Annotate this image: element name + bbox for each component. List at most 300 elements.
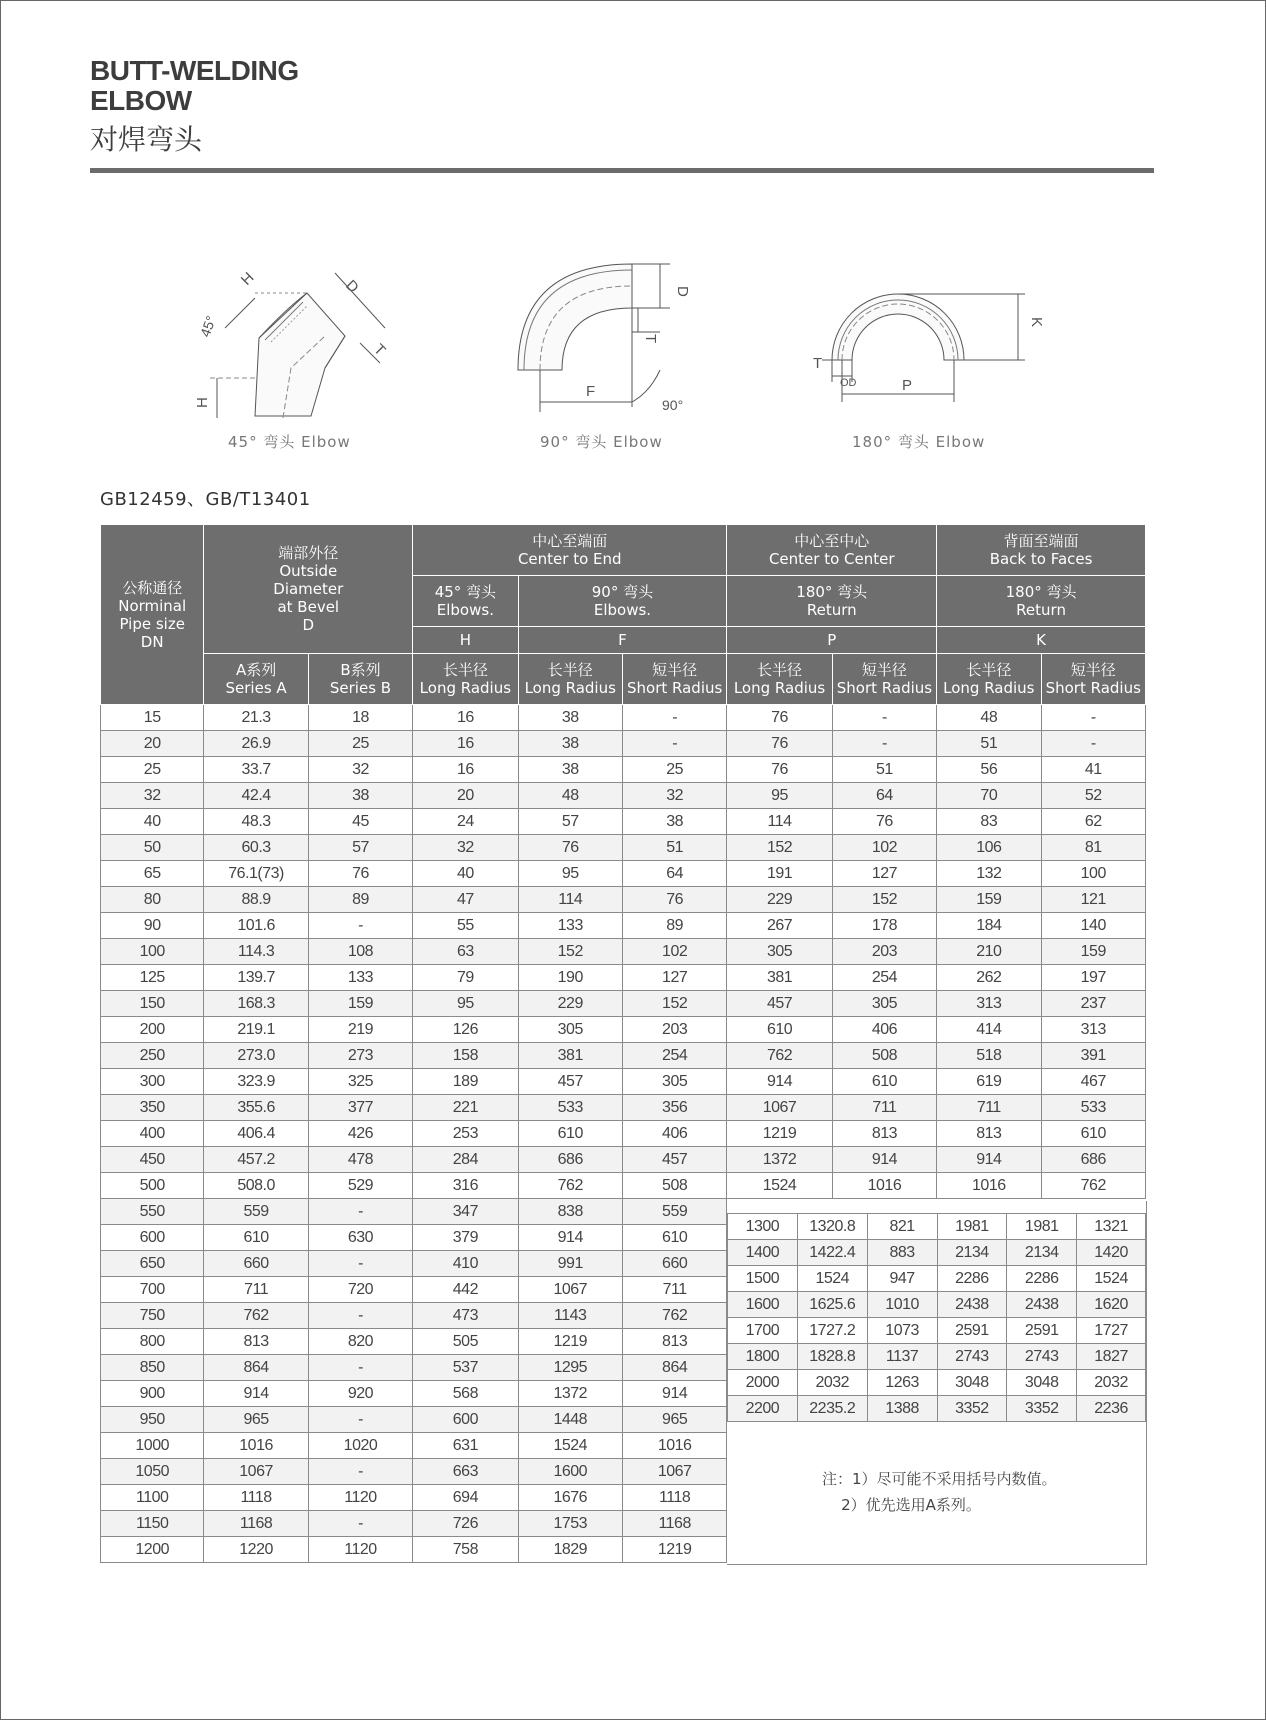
header-180-return-k: 180° 弯头 Return — [937, 576, 1146, 627]
table-cell: 305 — [727, 939, 832, 965]
table-cell: 267 — [727, 913, 832, 939]
label-t: T — [642, 334, 659, 344]
table-cell: 347 — [413, 1199, 518, 1225]
table-cell: 76.1(73) — [204, 861, 308, 887]
table-cell: 1448 — [518, 1407, 622, 1433]
table-cell: 1118 — [204, 1485, 308, 1511]
table-cell: 1000 — [101, 1433, 204, 1459]
header-h: H — [413, 627, 518, 654]
table-cell: 41 — [1041, 757, 1145, 783]
header-f: F — [518, 627, 727, 654]
table-cell: 3352 — [1007, 1396, 1077, 1422]
table-cell: 76 — [727, 705, 832, 731]
table-cell: 1067 — [518, 1277, 622, 1303]
table-cell: 1137 — [867, 1344, 937, 1370]
table-cell: 40 — [413, 861, 518, 887]
table-cell: 32 — [413, 835, 518, 861]
table-cell: 229 — [727, 887, 832, 913]
table-cell: 1524 — [727, 1173, 832, 1199]
table-cell: 1168 — [204, 1511, 308, 1537]
table-cell: 800 — [101, 1329, 204, 1355]
table-row — [101, 1043, 1146, 1069]
table-cell: 2134 — [1007, 1240, 1077, 1266]
table-cell: 1118 — [622, 1485, 726, 1511]
table-cell: 1020 — [308, 1433, 412, 1459]
table-cell: 1388 — [867, 1396, 937, 1422]
table-cell: 1150 — [101, 1511, 204, 1537]
table-cell: 219 — [308, 1017, 412, 1043]
table-row — [728, 1370, 1146, 1396]
table-cell: 914 — [518, 1225, 622, 1251]
label-f: F — [586, 383, 596, 400]
table-cell: 100 — [1041, 861, 1145, 887]
table-cell: 48 — [937, 705, 1041, 731]
table-cell: 21.3 — [204, 705, 308, 731]
table-cell: 518 — [937, 1043, 1041, 1069]
table-cell: 1219 — [518, 1329, 622, 1355]
table-cell: 152 — [518, 939, 622, 965]
table-cell: 660 — [622, 1251, 726, 1277]
table-cell: 1263 — [867, 1370, 937, 1396]
table-cell: 2743 — [1007, 1344, 1077, 1370]
table-cell: 686 — [518, 1147, 622, 1173]
table-cell: 660 — [204, 1251, 308, 1277]
table-cell: 76 — [622, 887, 726, 913]
table-cell: 83 — [937, 809, 1041, 835]
table-cell: 65 — [101, 861, 204, 887]
table-cell: 1016 — [937, 1173, 1041, 1199]
table-cell: 610 — [727, 1017, 832, 1043]
table-cell: 2032 — [797, 1370, 867, 1396]
table-cell: 1067 — [204, 1459, 308, 1485]
table-cell: 631 — [413, 1433, 518, 1459]
table-cell: 2743 — [937, 1344, 1007, 1370]
table-cell: 457 — [727, 991, 832, 1017]
table-row — [728, 1214, 1146, 1240]
label-h-top: H — [237, 269, 258, 289]
table-cell: 90 — [101, 913, 204, 939]
table-cell: 813 — [622, 1329, 726, 1355]
table-cell: 991 — [518, 1251, 622, 1277]
table-cell: 947 — [867, 1266, 937, 1292]
table-row — [728, 1240, 1146, 1266]
table-cell: 25 — [622, 757, 726, 783]
table-cell: 406 — [622, 1121, 726, 1147]
table-cell: 1120 — [308, 1485, 412, 1511]
table-cell: - — [308, 1407, 412, 1433]
table-cell: 51 — [832, 757, 936, 783]
table-cell: 3352 — [937, 1396, 1007, 1422]
table-row — [728, 1396, 1146, 1422]
table-cell: 76 — [727, 731, 832, 757]
table-cell: 50 — [101, 835, 204, 861]
table-cell: 38 — [308, 783, 412, 809]
table-row — [101, 1147, 1146, 1173]
table-cell: 16 — [413, 757, 518, 783]
table-cell: 711 — [937, 1095, 1041, 1121]
table-cell: 2591 — [937, 1318, 1007, 1344]
label-k: K — [1028, 317, 1045, 328]
header-k-short: 短半径 Short Radius — [1041, 654, 1145, 705]
table-cell: 57 — [308, 835, 412, 861]
table-cell: 89 — [308, 887, 412, 913]
label-90: 90° — [662, 397, 684, 413]
header-center-to-center: 中心至中心 Center to Center — [727, 525, 937, 576]
table-row — [101, 835, 1146, 861]
table-cell: 24 — [413, 809, 518, 835]
table-cell: 1143 — [518, 1303, 622, 1329]
table-cell: 81 — [1041, 835, 1145, 861]
table-cell: 1420 — [1077, 1240, 1146, 1266]
header-k: K — [937, 627, 1146, 654]
table-cell: - — [1041, 705, 1145, 731]
table-cell: 108 — [308, 939, 412, 965]
large-size-table — [727, 1213, 1146, 1422]
table-cell: 350 — [101, 1095, 204, 1121]
table-cell: 159 — [308, 991, 412, 1017]
table-cell: 2438 — [1007, 1292, 1077, 1318]
table-cell: 1828.8 — [797, 1344, 867, 1370]
header-p: P — [727, 627, 937, 654]
caption-elbow-45: 45° 弯头 Elbow — [228, 433, 351, 451]
label-h-side: H — [194, 397, 211, 408]
table-cell: 965 — [204, 1407, 308, 1433]
table-cell: 1981 — [937, 1214, 1007, 1240]
table-cell: 76 — [832, 809, 936, 835]
table-cell: 1753 — [518, 1511, 622, 1537]
table-cell: 89 — [622, 913, 726, 939]
table-cell: 356 — [622, 1095, 726, 1121]
table-cell: 505 — [413, 1329, 518, 1355]
table-cell: - — [1041, 731, 1145, 757]
table-cell: 132 — [937, 861, 1041, 887]
table-cell: 152 — [622, 991, 726, 1017]
table-cell: 355.6 — [204, 1095, 308, 1121]
table-cell: 313 — [1041, 1017, 1145, 1043]
label-od: OD — [840, 377, 857, 389]
table-cell: 1372 — [727, 1147, 832, 1173]
table-cell: - — [308, 1251, 412, 1277]
table-cell: 1829 — [518, 1537, 622, 1563]
table-cell: 150 — [101, 991, 204, 1017]
table-cell: 813 — [937, 1121, 1041, 1147]
table-cell: 102 — [832, 835, 936, 861]
table-cell: 88.9 — [204, 887, 308, 913]
table-cell: 726 — [413, 1511, 518, 1537]
table-cell: 467 — [1041, 1069, 1145, 1095]
table-cell: 273.0 — [204, 1043, 308, 1069]
table-cell: 305 — [622, 1069, 726, 1095]
table-cell: 1620 — [1077, 1292, 1146, 1318]
title-chinese: 对焊弯头 — [90, 123, 203, 156]
table-cell: 559 — [204, 1199, 308, 1225]
table-cell: 152 — [727, 835, 832, 861]
table-cell: 1422.4 — [797, 1240, 867, 1266]
table-cell: 38 — [518, 757, 622, 783]
table-cell: 38 — [622, 809, 726, 835]
table-row — [101, 913, 1146, 939]
table-cell: 305 — [518, 1017, 622, 1043]
caption-elbow-90: 90° 弯头 Elbow — [540, 433, 663, 451]
table-cell: 1073 — [867, 1318, 937, 1344]
table-cell: 20 — [413, 783, 518, 809]
table-cell: 126 — [413, 1017, 518, 1043]
table-cell: - — [308, 913, 412, 939]
note-1: 注：1）尽可能不采用括号内数值。 — [822, 1470, 1057, 1488]
table-cell: 64 — [832, 783, 936, 809]
table-cell: 1500 — [728, 1266, 798, 1292]
table-cell: - — [832, 705, 936, 731]
table-cell: 79 — [413, 965, 518, 991]
table-cell: 250 — [101, 1043, 204, 1069]
table-row — [101, 731, 1146, 757]
table-cell: 1981 — [1007, 1214, 1077, 1240]
table-cell: 1827 — [1077, 1344, 1146, 1370]
table-cell: 203 — [832, 939, 936, 965]
table-cell: 663 — [413, 1459, 518, 1485]
table-cell: 152 — [832, 887, 936, 913]
table-cell: 125 — [101, 965, 204, 991]
table-cell: 1100 — [101, 1485, 204, 1511]
table-cell: 1168 — [622, 1511, 726, 1537]
table-cell: 2235.2 — [797, 1396, 867, 1422]
table-cell: 1016 — [832, 1173, 936, 1199]
header-center-to-end: 中心至端面 Center to End — [413, 525, 727, 576]
table-cell: 762 — [204, 1303, 308, 1329]
table-cell: 610 — [832, 1069, 936, 1095]
table-cell: 1219 — [622, 1537, 726, 1563]
label-t: T — [813, 355, 823, 372]
table-cell: 1200 — [101, 1537, 204, 1563]
label-45: 45° — [196, 313, 220, 340]
table-cell: 508 — [832, 1043, 936, 1069]
table-cell: 133 — [518, 913, 622, 939]
table-cell: 95 — [727, 783, 832, 809]
table-cell: 237 — [1041, 991, 1145, 1017]
table-cell: 813 — [204, 1329, 308, 1355]
label-d: D — [674, 286, 691, 297]
header-f-short: 短半径 Short Radius — [622, 654, 726, 705]
table-cell: 914 — [937, 1147, 1041, 1173]
table-cell: 2032 — [1077, 1370, 1146, 1396]
table-cell: 1727.2 — [797, 1318, 867, 1344]
label-t: T — [370, 340, 389, 360]
table-cell: 914 — [727, 1069, 832, 1095]
table-cell: 80 — [101, 887, 204, 913]
table-cell: 45 — [308, 809, 412, 835]
table-cell: 1320.8 — [797, 1214, 867, 1240]
standard-reference: GB12459、GB/T13401 — [100, 489, 311, 510]
table-cell: 178 — [832, 913, 936, 939]
table-row — [101, 705, 1146, 731]
table-cell: 262 — [937, 965, 1041, 991]
elbow-90-diagram — [510, 252, 710, 422]
table-cell: 1067 — [622, 1459, 726, 1485]
table-cell: 127 — [832, 861, 936, 887]
table-cell: 1727 — [1077, 1318, 1146, 1344]
table-cell: - — [832, 731, 936, 757]
table-cell: 700 — [101, 1277, 204, 1303]
table-cell: 25 — [308, 731, 412, 757]
table-cell: 720 — [308, 1277, 412, 1303]
table-cell: 533 — [1041, 1095, 1145, 1121]
header-dn: 公称通径 Norminal Pipe size DN — [101, 525, 204, 705]
table-cell: 379 — [413, 1225, 518, 1251]
table-cell: 850 — [101, 1355, 204, 1381]
table-cell: 316 — [413, 1173, 518, 1199]
table-cell: 102 — [622, 939, 726, 965]
table-cell: 914 — [622, 1381, 726, 1407]
table-cell: 42.4 — [204, 783, 308, 809]
table-cell: 323.9 — [204, 1069, 308, 1095]
table-cell: - — [308, 1511, 412, 1537]
table-cell: 56 — [937, 757, 1041, 783]
table-cell: 20 — [101, 731, 204, 757]
table-row — [101, 991, 1146, 1017]
table-cell: 529 — [308, 1173, 412, 1199]
table-row — [101, 1017, 1146, 1043]
table-row — [728, 1266, 1146, 1292]
table-cell: 121 — [1041, 887, 1145, 913]
title-english: BUTT-WELDING ELBOW — [90, 55, 299, 116]
table-cell: 76 — [518, 835, 622, 861]
table-cell: 1016 — [622, 1433, 726, 1459]
table-cell: 414 — [937, 1017, 1041, 1043]
table-cell: 100 — [101, 939, 204, 965]
table-cell: 254 — [832, 965, 936, 991]
table-cell: 284 — [413, 1147, 518, 1173]
elbow-180-diagram — [810, 272, 1045, 422]
table-cell: 2286 — [937, 1266, 1007, 1292]
table-cell: 478 — [308, 1147, 412, 1173]
label-d: D — [342, 276, 362, 297]
table-row — [728, 1318, 1146, 1344]
table-cell: 114.3 — [204, 939, 308, 965]
table-cell: 1700 — [728, 1318, 798, 1344]
table-row — [728, 1292, 1146, 1318]
table-row — [101, 887, 1146, 913]
table-cell: 406.4 — [204, 1121, 308, 1147]
table-cell: 16 — [413, 705, 518, 731]
table-cell: 400 — [101, 1121, 204, 1147]
table-row — [101, 1173, 1146, 1199]
table-cell: 610 — [518, 1121, 622, 1147]
table-cell: 450 — [101, 1147, 204, 1173]
table-cell: 1600 — [518, 1459, 622, 1485]
table-cell: - — [622, 731, 726, 757]
table-cell: 1676 — [518, 1485, 622, 1511]
table-cell: 762 — [622, 1303, 726, 1329]
table-cell: 133 — [308, 965, 412, 991]
table-cell: 619 — [937, 1069, 1041, 1095]
table-cell: 190 — [518, 965, 622, 991]
table-cell: 426 — [308, 1121, 412, 1147]
table-cell: 1295 — [518, 1355, 622, 1381]
table-row — [101, 1069, 1146, 1095]
table-cell: 95 — [413, 991, 518, 1017]
caption-elbow-180: 180° 弯头 Elbow — [852, 433, 986, 451]
table-cell: 1400 — [728, 1240, 798, 1266]
table-cell: 1220 — [204, 1537, 308, 1563]
table-cell: 197 — [1041, 965, 1145, 991]
table-row — [728, 1344, 1146, 1370]
table-cell: 410 — [413, 1251, 518, 1277]
note-2: 2）优先选用A系列。 — [822, 1496, 981, 1514]
table-cell: 2236 — [1077, 1396, 1146, 1422]
header-k-long: 长半径 Long Radius — [937, 654, 1041, 705]
table-cell: 63 — [413, 939, 518, 965]
table-cell: 600 — [101, 1225, 204, 1251]
header-h-long: 长半径 Long Radius — [413, 654, 518, 705]
table-cell: 2591 — [1007, 1318, 1077, 1344]
header-180-return-p: 180° 弯头 Return — [727, 576, 937, 627]
table-cell: - — [308, 1199, 412, 1225]
header-p-short: 短半径 Short Radius — [832, 654, 936, 705]
table-cell: 762 — [727, 1043, 832, 1069]
table-cell: 70 — [937, 783, 1041, 809]
table-cell: 2438 — [937, 1292, 1007, 1318]
table-cell: 381 — [518, 1043, 622, 1069]
table-cell: 191 — [727, 861, 832, 887]
table-cell: 711 — [622, 1277, 726, 1303]
table-cell: 473 — [413, 1303, 518, 1329]
table-cell: 38 — [518, 731, 622, 757]
table-cell: 159 — [937, 887, 1041, 913]
table-cell: 106 — [937, 835, 1041, 861]
table-cell: 158 — [413, 1043, 518, 1069]
table-cell: 1524 — [797, 1266, 867, 1292]
label-p: P — [902, 377, 913, 394]
table-cell: 76 — [308, 861, 412, 887]
table-cell: 821 — [867, 1214, 937, 1240]
table-cell: 2200 — [728, 1396, 798, 1422]
table-cell: - — [308, 1303, 412, 1329]
table-cell: 26.9 — [204, 731, 308, 757]
table-cell: 533 — [518, 1095, 622, 1121]
table-cell: 2286 — [1007, 1266, 1077, 1292]
table-cell: 114 — [518, 887, 622, 913]
table-cell: 140 — [1041, 913, 1145, 939]
table-cell: 2000 — [728, 1370, 798, 1396]
table-cell: 508 — [622, 1173, 726, 1199]
table-cell: 51 — [937, 731, 1041, 757]
table-cell: 273 — [308, 1043, 412, 1069]
header-90-elbow: 90° 弯头 Elbows. — [518, 576, 727, 627]
table-cell: 18 — [308, 705, 412, 731]
table-cell: 229 — [518, 991, 622, 1017]
table-cell: 325 — [308, 1069, 412, 1095]
table-cell: 32 — [308, 757, 412, 783]
table-cell: 694 — [413, 1485, 518, 1511]
table-cell: 508.0 — [204, 1173, 308, 1199]
notes — [822, 1466, 1057, 1518]
table-cell: 758 — [413, 1537, 518, 1563]
table-cell: 1800 — [728, 1344, 798, 1370]
table-cell: 457.2 — [204, 1147, 308, 1173]
table-cell: 838 — [518, 1199, 622, 1225]
table-row — [101, 1095, 1146, 1121]
table-cell: - — [308, 1355, 412, 1381]
table-cell: 1524 — [518, 1433, 622, 1459]
table-cell: 914 — [832, 1147, 936, 1173]
table-cell: 15 — [101, 705, 204, 731]
table-cell: - — [622, 705, 726, 731]
table-cell: 1524 — [1077, 1266, 1146, 1292]
table-cell: 610 — [204, 1225, 308, 1251]
table-cell: 650 — [101, 1251, 204, 1277]
table-cell: 406 — [832, 1017, 936, 1043]
table-cell: 1300 — [728, 1214, 798, 1240]
